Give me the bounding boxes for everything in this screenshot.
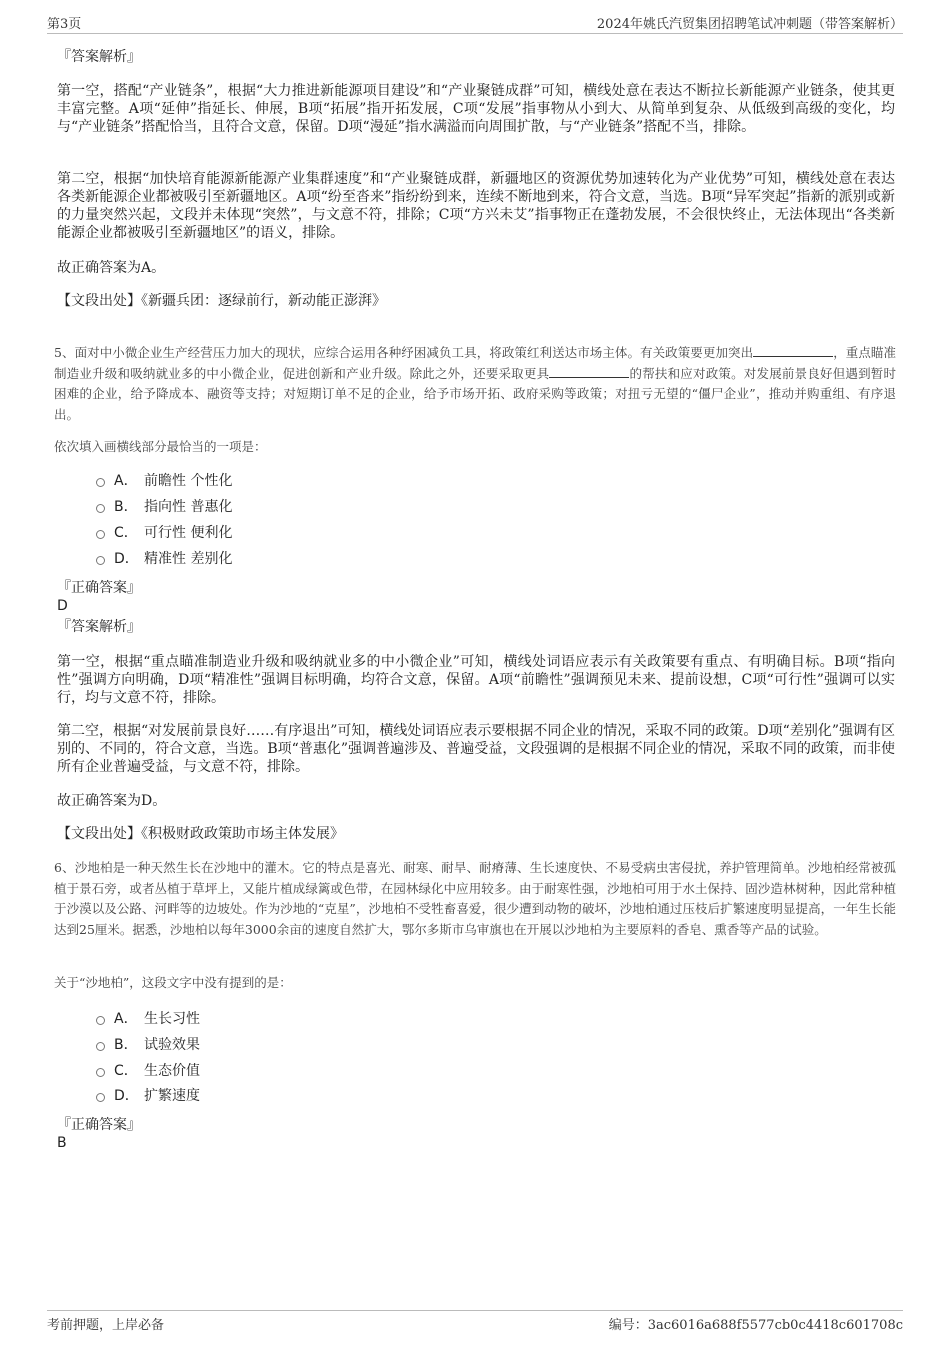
option-letter: D． xyxy=(114,551,139,567)
q6-option-d[interactable] xyxy=(96,1087,200,1105)
option-letter: D． xyxy=(114,1088,139,1104)
q6-option-a[interactable] xyxy=(96,1010,200,1028)
option-letter: B． xyxy=(114,1037,138,1053)
q5-conclusion: 故正确答案为D。 xyxy=(57,793,167,809)
q5-analysis-heading: 『答案解析』 xyxy=(57,619,141,635)
option-text: 指向性 普惠化 xyxy=(144,499,233,515)
option-letter: A． xyxy=(114,473,138,489)
q6-correct-heading: 『正确答案』 xyxy=(57,1117,141,1133)
radio-icon[interactable] xyxy=(96,556,105,565)
radio-icon[interactable] xyxy=(96,1093,105,1102)
q4-analysis-heading: 『答案解析』 xyxy=(57,49,141,65)
option-text: 生态价值 xyxy=(144,1063,200,1079)
page-number: 第3页 xyxy=(47,17,82,32)
q5-correct-heading: 『正确答案』 xyxy=(57,580,141,596)
page-footer xyxy=(47,1310,903,1333)
q5-stem-part1: 5、面对中小微企业生产经营压力加大的现状，应综合运用各种纾困减负工具，将政策红利送达市场主体。有关政策要更加突出 xyxy=(54,345,754,360)
option-text: 精准性 差别化 xyxy=(144,551,233,567)
q5-blank-1 xyxy=(753,344,833,357)
q5-option-d[interactable] xyxy=(96,550,232,568)
q4-source: 【文段出处】《新疆兵团：逐绿前行，新动能正澎湃》 xyxy=(57,293,386,309)
option-text: 扩繁速度 xyxy=(144,1088,200,1104)
document-serial: 编号：3ac6016a688f5577cb0c4418c601708c xyxy=(608,1318,903,1333)
q5-blank-2 xyxy=(549,365,629,378)
option-text: 前瞻性 个性化 xyxy=(144,473,233,489)
radio-icon[interactable] xyxy=(96,530,105,539)
q5-prompt: 依次填入画横线部分最恰当的一项是： xyxy=(54,439,267,454)
q6-stem: 6、沙地柏是一种天然生长在沙地中的灌木。它的特点是喜光、耐寒、耐旱、耐瘠薄、生长速度快、不易受病虫害侵扰，养护管理简单。沙地柏经常被孤植于景石旁，或者丛植于草坪上，又能片植成绿篱或色带，在园林绿化中应用较多。由于耐寒性强，沙地柏可用于水土保持、固沙造林树种，因此常种植于沙漠以及公路、河畔等的边坡处。作为沙地的“克星”，沙地柏不受牲畜喜爱，很少遭到动物的破坏，沙地柏通过压枝后扩繁速度明显提高，一年生长能达到25厘米。据悉，沙地柏以每年3000余亩的速度自然扩大，鄂尔多斯市乌审旗也在开展以沙地柏为主要原料的香皂、熏香等产品的试验。 xyxy=(54,860,896,937)
q6-correct-answer: B xyxy=(57,1135,67,1151)
option-text: 试验效果 xyxy=(144,1037,200,1053)
q4-analysis-para2: 第二空，根据“加快培育能源新能源产业集群速度”和“产业聚链成群，新疆地区的资源优势加速转化为产业优势”可知，横线处意在表达各类新能源企业都被吸引至新疆地区。A项“纷至沓来”指纷纷到来，连续不断地到来，符合文意，当选。B项“异军突起”指新的派别或新的力量突然兴起，文段并未体现“突然”，与文意不符，排除；C项“方兴未艾”指事物正在蓬勃发展，不会很快终止，无法体现出“各类新能源企业都被吸引至新疆地区”的语义，排除。 xyxy=(57,171,895,241)
q5-stem-part3: 的帮扶和应对政策。对发展前景良好但遇到暂时困难的企业，给予降成本、融资等支持；对短期订单不足的企业，给予市场开拓、政府采购等政策；对扭亏无望的“僵尸企业”，推动并购重组、有序退出。 xyxy=(54,365,896,422)
q5-option-a[interactable] xyxy=(96,472,232,490)
option-text: 可行性 便利化 xyxy=(144,525,233,541)
radio-icon[interactable] xyxy=(96,1042,105,1051)
document-title: 2024年姚氏汽贸集团招聘笔试冲刺题（带答案解析） xyxy=(596,17,903,32)
q4-conclusion: 故正确答案为A。 xyxy=(57,260,166,276)
option-letter: B． xyxy=(114,499,138,515)
radio-icon[interactable] xyxy=(96,1068,105,1077)
radio-icon[interactable] xyxy=(96,1016,105,1025)
radio-icon[interactable] xyxy=(96,478,105,487)
page-header xyxy=(47,13,903,34)
q5-stem xyxy=(54,343,896,425)
option-letter: C． xyxy=(114,525,138,541)
option-letter: A． xyxy=(114,1011,138,1027)
q5-option-b[interactable] xyxy=(96,498,232,516)
radio-icon[interactable] xyxy=(96,504,105,513)
footer-slogan: 考前押题，上岸必备 xyxy=(47,1318,165,1333)
q6-prompt: 关于“沙地柏”，这段文字中没有提到的是： xyxy=(54,975,292,990)
q4-analysis-para1: 第一空，搭配“产业链条”，根据“大力推进新能源项目建设”和“产业聚链成群”可知，横线处意在表达不断拉长新能源产业链条，使其更丰富完整。A项“延伸”指延长、伸展，B项“拓展”指开拓发展，C项“发展”指事物从小到大、从简单到复杂、从低级到高级的变化，均与“产业链条”搭配恰当，且符合文意，保留。D项“漫延”指水满溢而向周围扩散，与“产业链条”搭配不当，排除。 xyxy=(57,83,895,135)
q5-source: 【文段出处】《积极财政政策助市场主体发展》 xyxy=(57,826,344,842)
q5-stem-part2: ，重点瞄准制造业升级和吸纳就业多的中小微企业，促进创新和产业升级。除此之外，还要采取更具 xyxy=(54,345,896,381)
q6-option-b[interactable] xyxy=(96,1036,200,1054)
q5-option-c[interactable] xyxy=(96,524,232,542)
option-letter: C． xyxy=(114,1063,138,1079)
q5-correct-answer: D xyxy=(57,598,68,614)
q5-analysis-para1: 第一空，根据“重点瞄准制造业升级和吸纳就业多的中小微企业”可知，横线处词语应表示有关政策要有重点、有明确目标。B项“指向性”强调方向明确，D项“精准性”强调目标明确，均符合文意，保留。A项“前瞻性”强调预见未来、提前设想，C项“可行性”强调可以实行，均与文意不符，排除。 xyxy=(57,654,895,706)
q5-analysis-para2: 第二空，根据“对发展前景良好……有序退出”可知，横线处词语应表示要根据不同企业的情况，采取不同的政策。D项“差别化”强调有区别的、不同的，符合文意，当选。B项“普惠化”强调普遍涉及、普遍受益，文段强调的是根据不同企业的情况，采取不同的政策，而非使所有企业普遍受益，与文意不符，排除。 xyxy=(57,723,895,775)
q6-option-c[interactable] xyxy=(96,1062,200,1080)
option-text: 生长习性 xyxy=(144,1011,200,1027)
